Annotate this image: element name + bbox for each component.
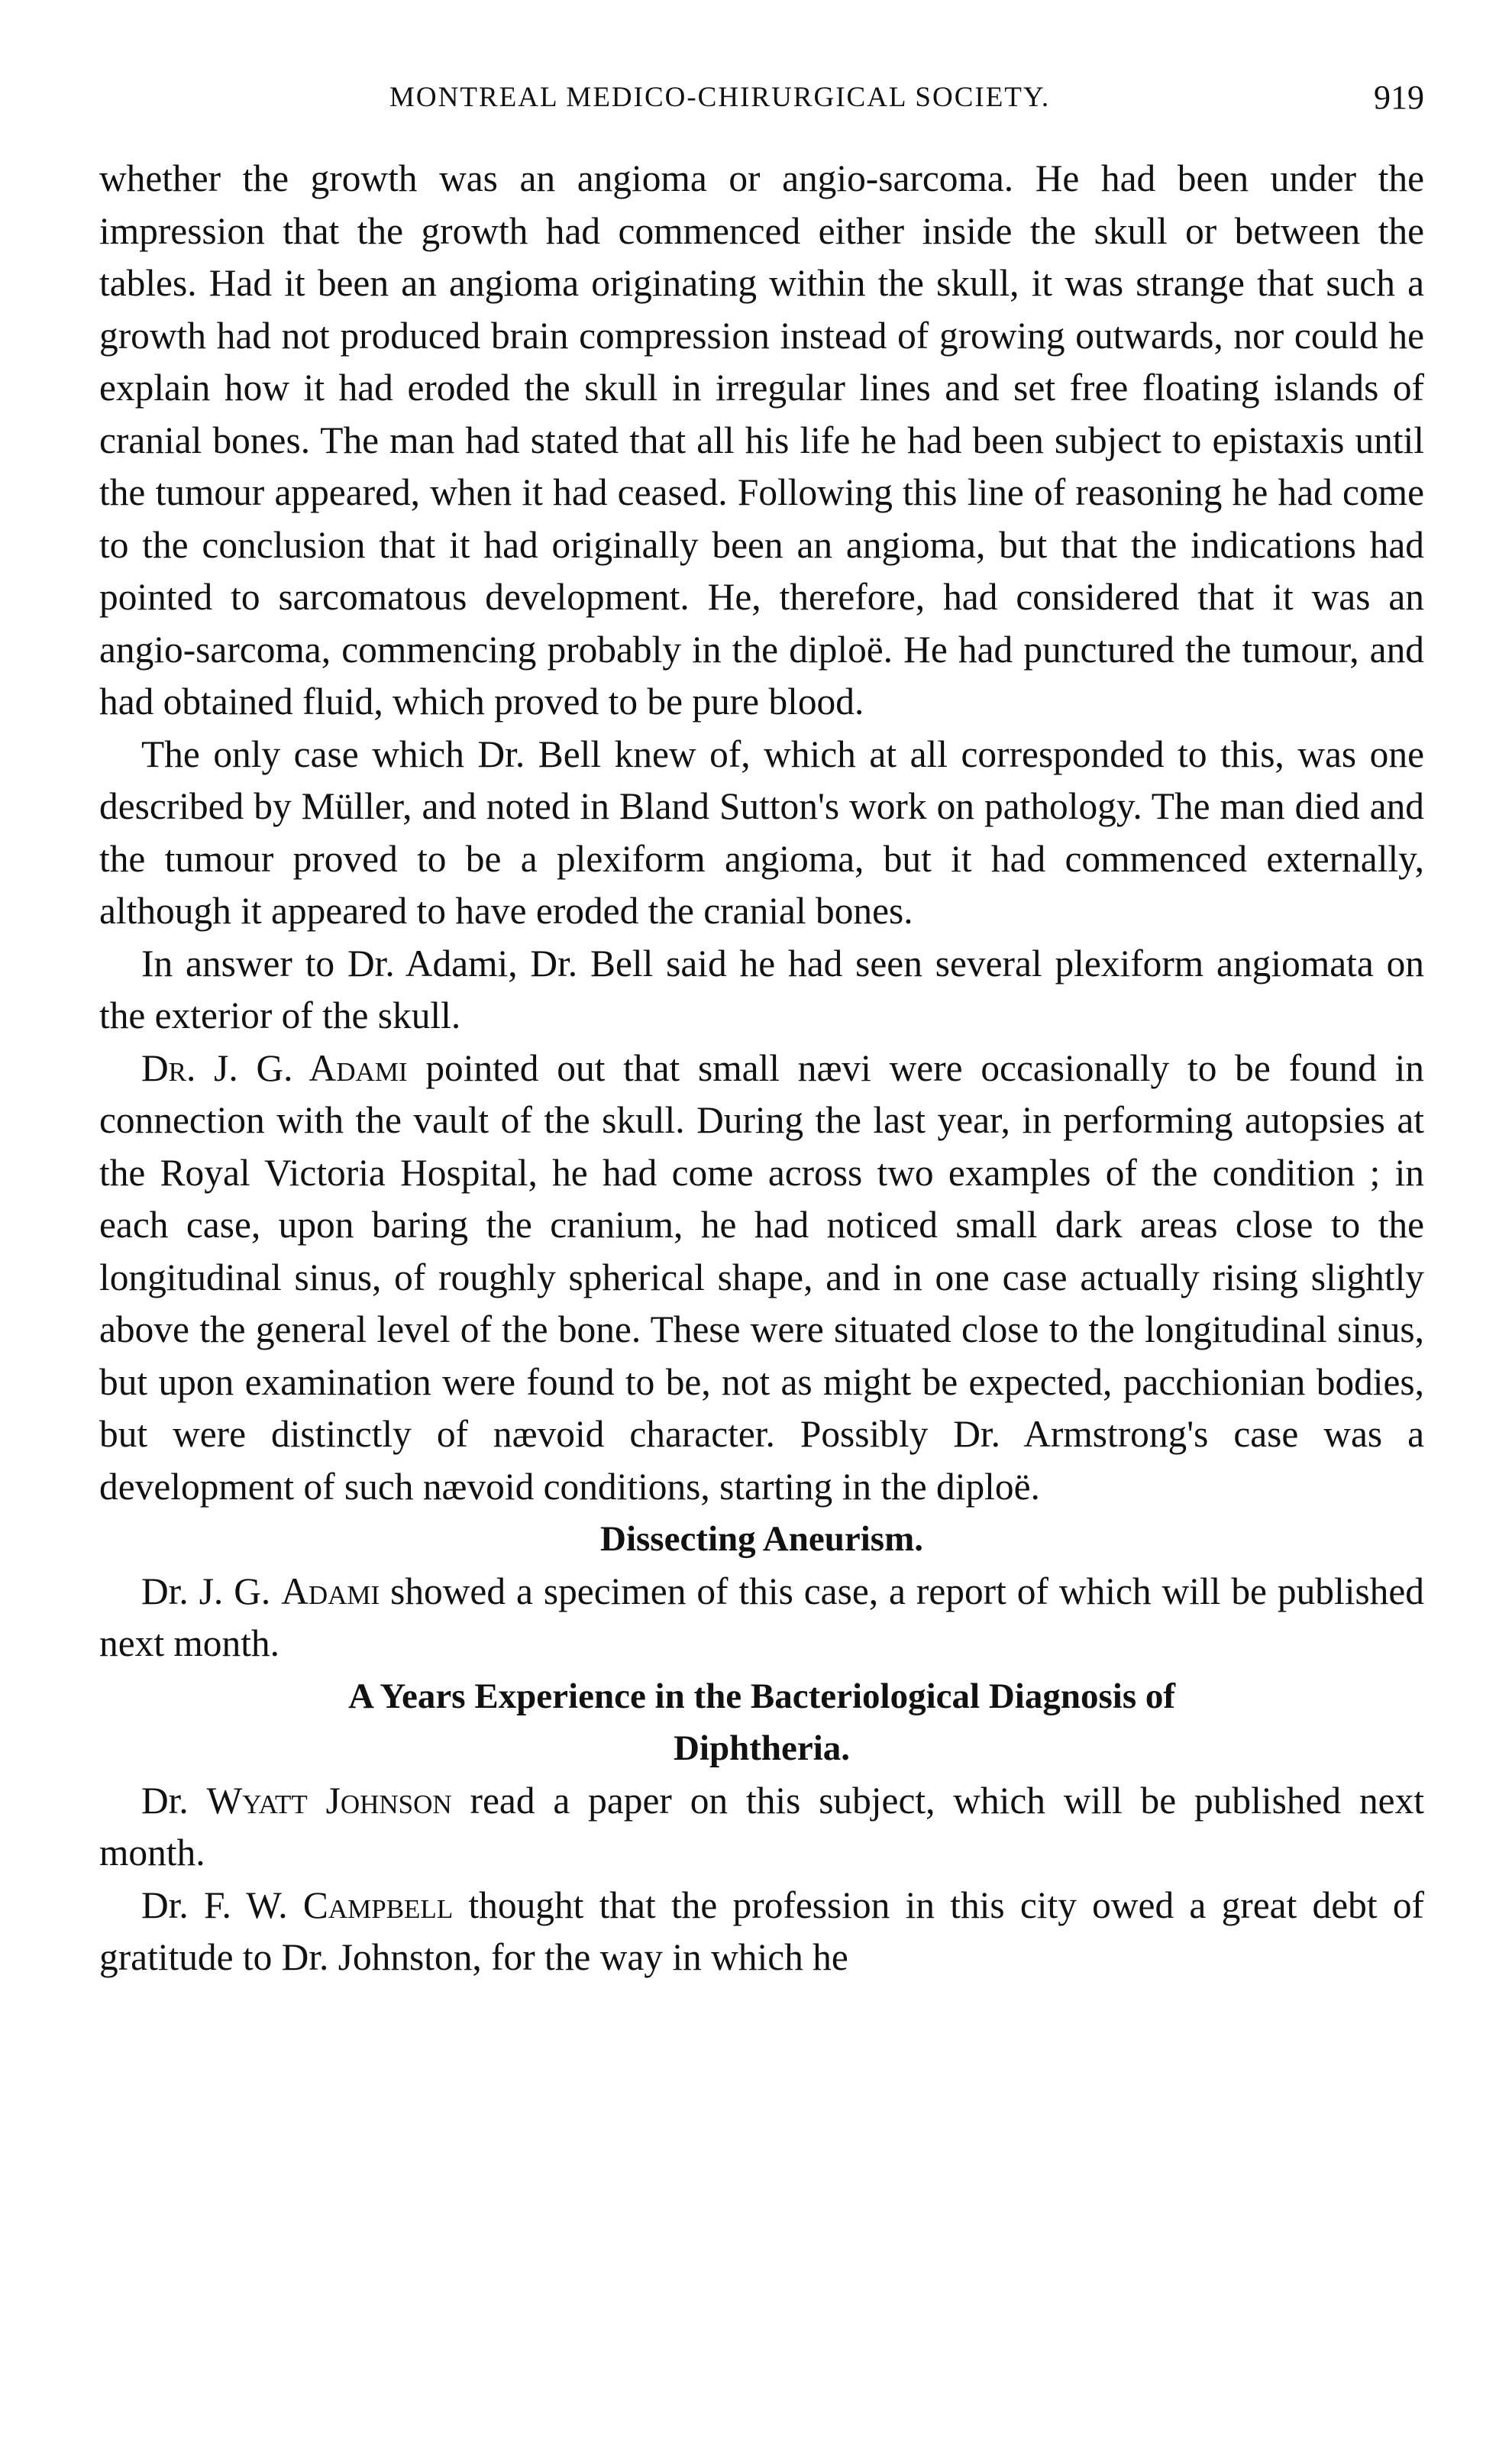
book-page [99,67,1424,1984]
paragraph-adami-specimen [99,1566,1424,1670]
body-text [99,153,1424,1984]
paragraph-text: thought that the profession in this city owed a great debt of gratitude to Dr. Johnston, for the way in which he [99,1883,1424,1978]
paragraph-muller-case: The only case which Dr. Bell knew of, which at all corresponded to this, was one described by Müller, and noted in Bland Sutton's work on pathology. The man died and the tumour proved to be a plexiform angioma, but it had commenced externally, although it appeared to have eroded the cranial bones. [99,732,1424,932]
section-heading-diphtheria [99,1670,1424,1775]
heading-line: Diphtheria. [673,1728,851,1768]
paragraph-johnson-paper [99,1775,1424,1880]
speaker-prefix: Dr. J. G. [141,1570,282,1612]
paragraph-text: pointed out that small nævi were occasionally to be found in connection with the vault of the skull. During the last year, in performing autopsies at the Royal Victoria Hospital, he had come across two examples of the condition ; in each case, upon baring the cranium, he had noticed small dark areas close to the longitudinal sinus, of roughly spherical shape, and in one case actually rising slightly above the general level of the bone. These were situated close to the longitudinal sinus, but upon examination were found to be, not as might be expected, pacchionian bodies, but were distinctly of nævoid character. Possibly Dr. Armstrong's case was a development of such nævoid conditions, starting in the diploë. [99,1046,1424,1508]
paragraph-answer-adami: In answer to Dr. Adami, Dr. Bell said he had seen several plexiform angiomata on the exterior of the skull. [99,942,1424,1036]
paragraph-text: showed a specimen of this case, a report of which will be published next month. [99,1570,1424,1664]
paragraph-continued: whether the growth was an angioma or angio-sarcoma. He had been under the impression that the growth had commenced either inside the skull or between the tables. Had it been an angioma originating within the skull, it was strange that such a growth had not produced brain compression instead of growing outwards, nor could he explain how it had eroded the skull in irregular lines and set free floating islands of cranial bones. The man had stated that all his life he had been subject to epistaxis until the tumour appeared, when it had ceased. Following this line of reasoning he had come to the conclusion that it had originally been an angioma, but that the indications had pointed to sarcomatous development. He, therefore, had considered that it was an angio-sarcoma, commencing probably in the diploë. He had punctured the tumour, and had obtained fluid, which proved to be pure blood. [99,157,1424,723]
running-head [99,67,1424,122]
paragraph-text: read a paper on this subject, which will be published next month. [99,1779,1424,1874]
speaker-prefix: Dr. [141,1779,207,1822]
speaker-prefix: Dr. F. W. [141,1883,303,1926]
section-heading-dissecting-aneurism: Dissecting Aneurism. [600,1519,923,1559]
page-number: 919 [1374,79,1424,116]
speaker-name: Wyatt Johnson [206,1779,452,1822]
heading-line: A Years Experience in the Bacteriological Diagnosis of [347,1676,1176,1716]
paragraph-adami-naevi [99,1043,1424,1514]
speaker-name: Dr. J. G. Adami [141,1046,408,1089]
running-title: MONTREAL MEDICO-CHIRURGICAL SOCIETY. [389,82,1051,113]
paragraph-campbell [99,1880,1424,1984]
speaker-name: Campbell [302,1883,454,1926]
speaker-name: Adami [281,1570,380,1612]
